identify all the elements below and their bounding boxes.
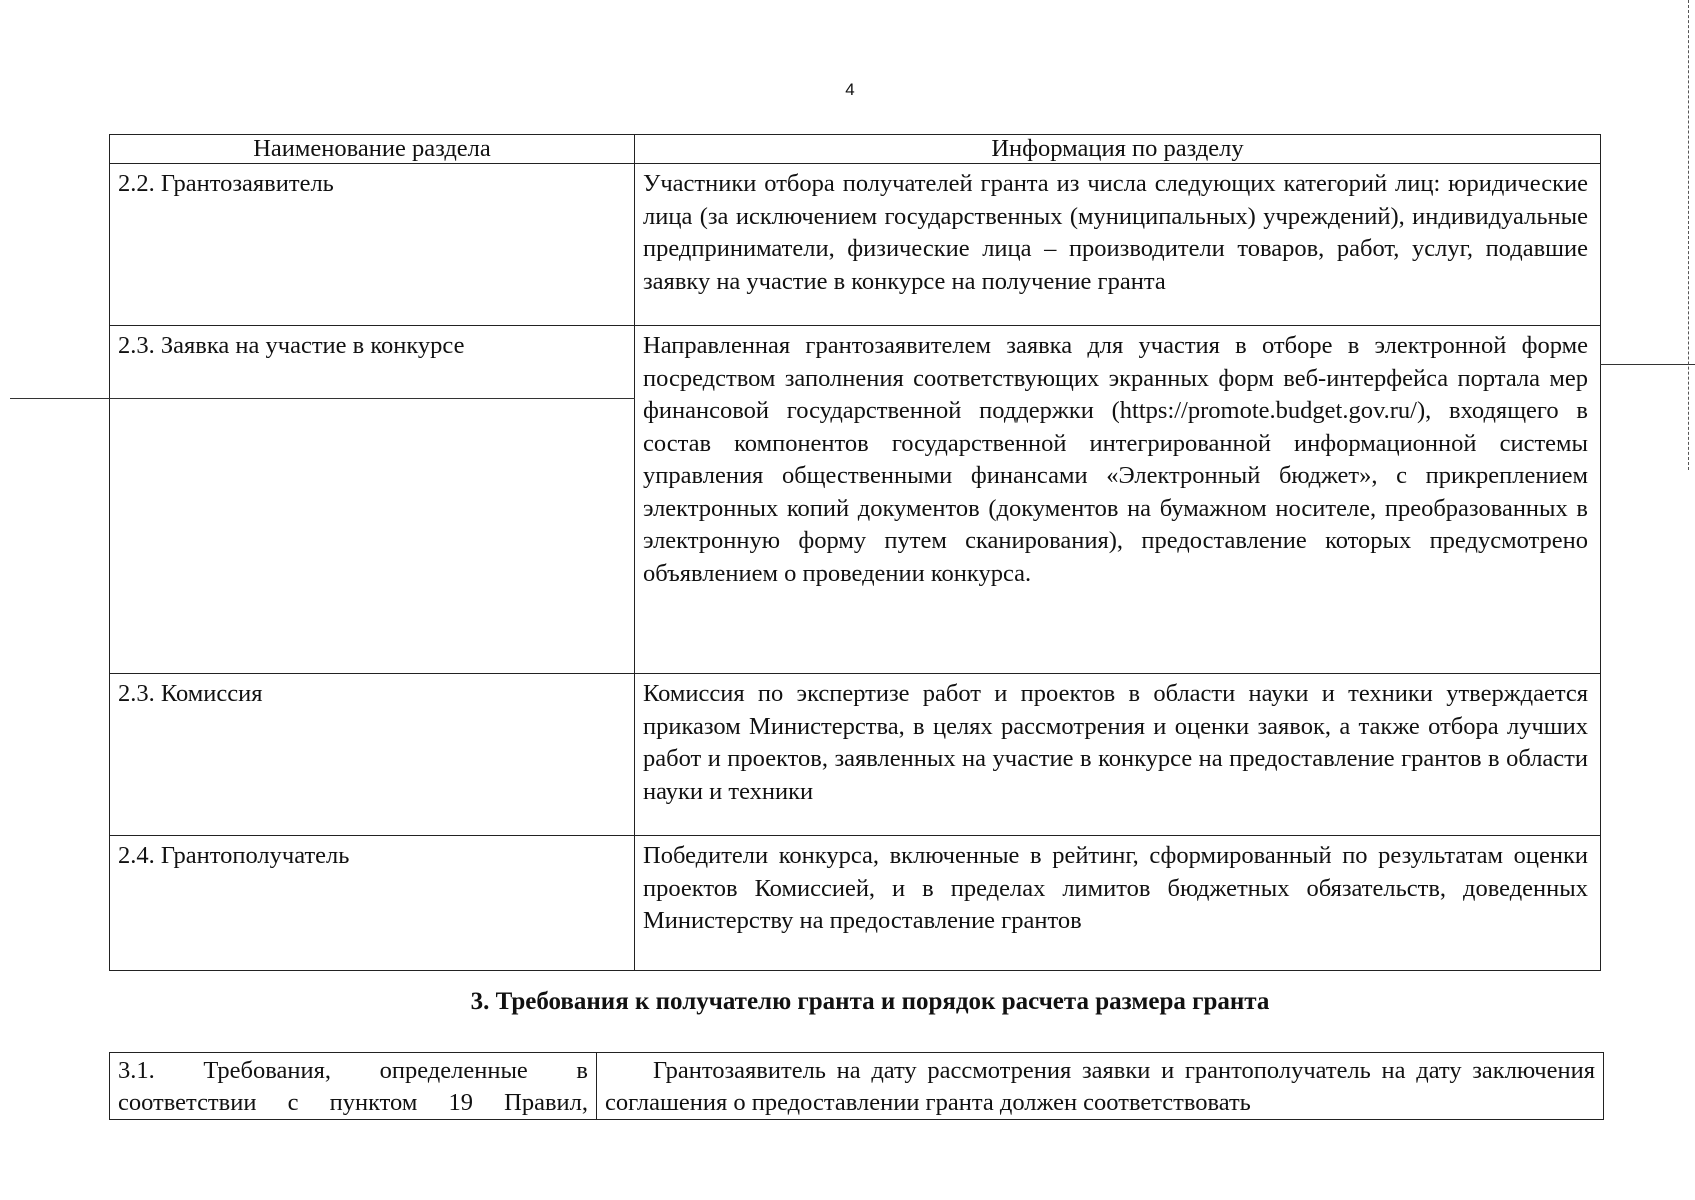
section-name-cell: 2.3. Заявка на участие в конкурсе bbox=[110, 326, 635, 674]
section-info-cell: Направленная грантозаявителем заявка для участия в отборе в электронной форме посредством заполнения соответствующих экранных форм веб-интерфейса портала мер финансовой государственной поддержки (https://promote.budget.gov.ru/), входящего в состав компонентов государственной интегрированной информационной системы управления общественными финансами «Электронный бюджет», с прикреплением электронных копий документов (документов на бумажном носителе, преобразованных в электронную форму путем сканирования), предоставление которых предусмотрено объявлением о проведении конкурса. bbox=[635, 326, 1601, 674]
section-name-cell: 2.3. Комиссия bbox=[110, 674, 635, 836]
scan-artifact-line bbox=[10, 398, 635, 399]
scan-artifact-dashed-edge bbox=[1688, 0, 1689, 470]
table-row bbox=[110, 326, 1601, 674]
table-row bbox=[110, 836, 1601, 971]
scan-artifact-line bbox=[1600, 364, 1695, 365]
section-info-cell: Победители конкурса, включенные в рейтинг, сформированный по результатам оценки проектов Комиссией, и в пределах лимитов бюджетных обязательств, доведенных Министерству на предоставление грантов bbox=[635, 836, 1601, 971]
requirement-info-cell: Грантозаявитель на дату рассмотрения заявки и грантополучатель на дату заключения соглашения о предоставлении гранта должен соответствовать bbox=[597, 1053, 1604, 1120]
section-name-cell: 2.4. Грантополучатель bbox=[110, 836, 635, 971]
section-name-cell: 2.2. Грантозаявитель bbox=[110, 164, 635, 326]
requirement-name-cell: 3.1. Требования, определенные в соответствии с пунктом 19 Правил, bbox=[110, 1053, 597, 1120]
column-header-section-name: Наименование раздела bbox=[110, 135, 635, 164]
section-info-cell: Комиссия по экспертизе работ и проектов в области науки и техники утверждается приказом Министерства, в целях рассмотрения и оценки заявок, а также отбора лучших работ и проектов, заявленных на участие в конкурсе на предоставление грантов в области науки и техники bbox=[635, 674, 1601, 836]
column-header-section-info: Информация по разделу bbox=[635, 135, 1601, 164]
table-row bbox=[110, 1053, 1604, 1120]
section-info-cell: Участники отбора получателей гранта из числа следующих категорий лиц: юридические лица (за исключением государственных (муниципальных) учреждений), индивидуальные предприниматели, физические лица – производители товаров, работ, услуг, подавшие заявку на участие в конкурсе на получение гранта bbox=[635, 164, 1601, 326]
page-number: 4 bbox=[845, 80, 855, 99]
table-header-row bbox=[110, 135, 1601, 164]
table-row bbox=[110, 674, 1601, 836]
section-3-heading: 3. Требования к получателю гранта и порядок расчета размера гранта bbox=[470, 988, 1270, 1015]
section-3-table bbox=[109, 1052, 1604, 1120]
table-row bbox=[110, 164, 1601, 326]
sections-table bbox=[109, 134, 1601, 971]
